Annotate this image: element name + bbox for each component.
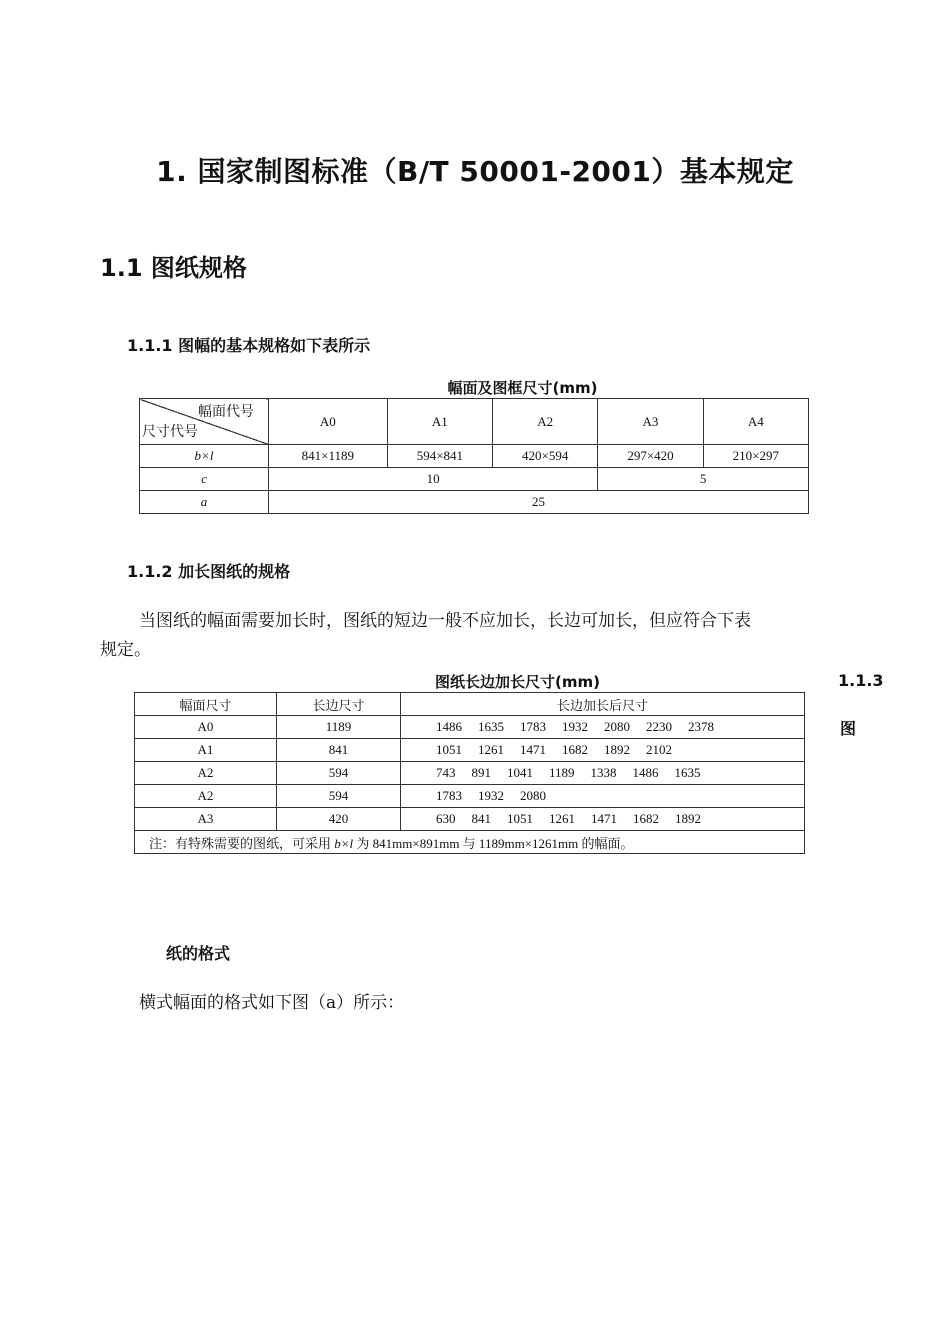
extended-size-value: 1471 (520, 742, 546, 757)
table-cell: 594×841 (387, 445, 492, 468)
table-caption-2: 图纸长边加长尺寸(mm) (435, 673, 600, 691)
extended-sizes-cell (401, 716, 805, 739)
row-label-text: a (200, 494, 208, 509)
extended-size-value: 1041 (507, 765, 533, 780)
table-row (135, 808, 805, 831)
table-cell: A0 (135, 716, 277, 739)
table-row (135, 762, 805, 785)
corner-label-size-code: 幅面代号 (198, 405, 254, 420)
row-label (140, 491, 269, 514)
subsection-heading-1-1-1: 1.1.1 图幅的基本规格如下表所示 (127, 336, 371, 355)
subsection-number-1-1-3: 1.1.3 (838, 671, 884, 690)
column-header: A2 (493, 399, 598, 445)
table-cell: 420×594 (493, 445, 598, 468)
extended-sizes-cell (401, 739, 805, 762)
subsection-heading-1-1-3-rest: 纸的格式 (166, 944, 231, 963)
table-cell: 841×1189 (269, 445, 388, 468)
extended-size-value: 1932 (478, 788, 504, 803)
extended-size-value: 1892 (604, 742, 630, 757)
section-heading: 1.1 图纸规格 (100, 254, 247, 282)
table-note (135, 831, 805, 854)
extended-size-value: 1932 (562, 719, 588, 734)
table-row (135, 785, 805, 808)
table-cell: A3 (135, 808, 277, 831)
table-cell: 594 (277, 785, 401, 808)
extended-size-value: 2080 (520, 788, 546, 803)
paper-size-table (139, 398, 809, 514)
extended-size-value: 1635 (674, 765, 701, 780)
extended-size-value: 630 (436, 811, 456, 826)
table-cell: 420 (277, 808, 401, 831)
table-cell: A1 (135, 739, 277, 762)
subsection-heading-1-1-2: 1.1.2 加长图纸的规格 (127, 562, 291, 581)
note-text: 为 841mm×891mm 与 1189mm×1261mm 的幅面。 (356, 835, 634, 851)
extended-size-value: 1051 (507, 811, 533, 826)
column-header: 幅面尺寸 (135, 693, 277, 716)
table-cell: 1189 (277, 716, 401, 739)
extended-size-table (134, 692, 805, 854)
table-row (135, 739, 805, 762)
table-cell: 210×297 (703, 445, 808, 468)
column-header: A1 (387, 399, 492, 445)
column-header: 长边尺寸 (277, 693, 401, 716)
table-cell: A2 (135, 762, 277, 785)
row-label (140, 468, 269, 491)
extended-size-value: 1682 (562, 742, 588, 757)
extended-sizes-cell (401, 762, 805, 785)
extended-sizes-cell (401, 785, 805, 808)
table-cell: 841 (277, 739, 401, 762)
extended-size-value: 1471 (591, 811, 617, 826)
row-label-text: b×l (194, 448, 214, 463)
table-cell: 5 (598, 468, 809, 491)
row-label-text: c (201, 471, 207, 486)
table-cell: A2 (135, 785, 277, 808)
extended-size-value: 1338 (590, 765, 617, 780)
corner-label-dimension-code: 尺寸代号 (142, 425, 198, 440)
subsection-heading-char: 图 (840, 719, 857, 738)
table-cell: 297×420 (598, 445, 703, 468)
document-title: 1. 国家制图标准（B/T 50001-2001）基本规定 (156, 155, 794, 188)
table-corner-cell (140, 399, 269, 445)
extended-size-value: 841 (471, 811, 491, 826)
table-cell: 10 (269, 468, 598, 491)
extended-size-value: 2378 (688, 719, 714, 734)
extended-size-value: 2230 (646, 719, 672, 734)
extended-size-value: 1892 (675, 811, 701, 826)
extended-sizes-cell (401, 808, 805, 831)
extended-size-value: 2102 (646, 742, 672, 757)
table-caption-1: 幅面及图框尺寸(mm) (447, 379, 598, 397)
extended-size-value: 1486 (436, 719, 462, 734)
table-cell: 594 (277, 762, 401, 785)
table-cell: 25 (269, 491, 809, 514)
note-text: 注：有特殊需要的图纸，可采用 (149, 835, 332, 851)
column-header: 长边加长后尺寸 (401, 693, 805, 716)
note-variable: b×l (334, 835, 354, 851)
extended-size-value: 1051 (436, 742, 462, 757)
extended-size-value: 1783 (520, 719, 546, 734)
extended-size-value: 1635 (478, 719, 504, 734)
paragraph-line: 横式幅面的格式如下图（a）所示： (139, 993, 405, 1013)
column-header: A4 (703, 399, 808, 445)
paragraph-line: 规定。 (100, 640, 151, 660)
extended-size-value: 1486 (632, 765, 659, 780)
extended-size-value: 891 (471, 765, 491, 780)
extended-size-value: 743 (436, 765, 456, 780)
paragraph-line: 当图纸的幅面需要加长时，图纸的短边一般不应加长，长边可加长，但应符合下表 (139, 611, 751, 631)
extended-size-value: 1783 (436, 788, 462, 803)
column-header: A0 (269, 399, 388, 445)
extended-size-value: 1261 (478, 742, 504, 757)
extended-size-value: 1682 (633, 811, 659, 826)
table-row (135, 716, 805, 739)
extended-size-value: 1261 (549, 811, 575, 826)
row-label (140, 445, 269, 468)
column-header: A3 (598, 399, 703, 445)
extended-size-value: 2080 (604, 719, 630, 734)
extended-size-value: 1189 (549, 765, 575, 780)
